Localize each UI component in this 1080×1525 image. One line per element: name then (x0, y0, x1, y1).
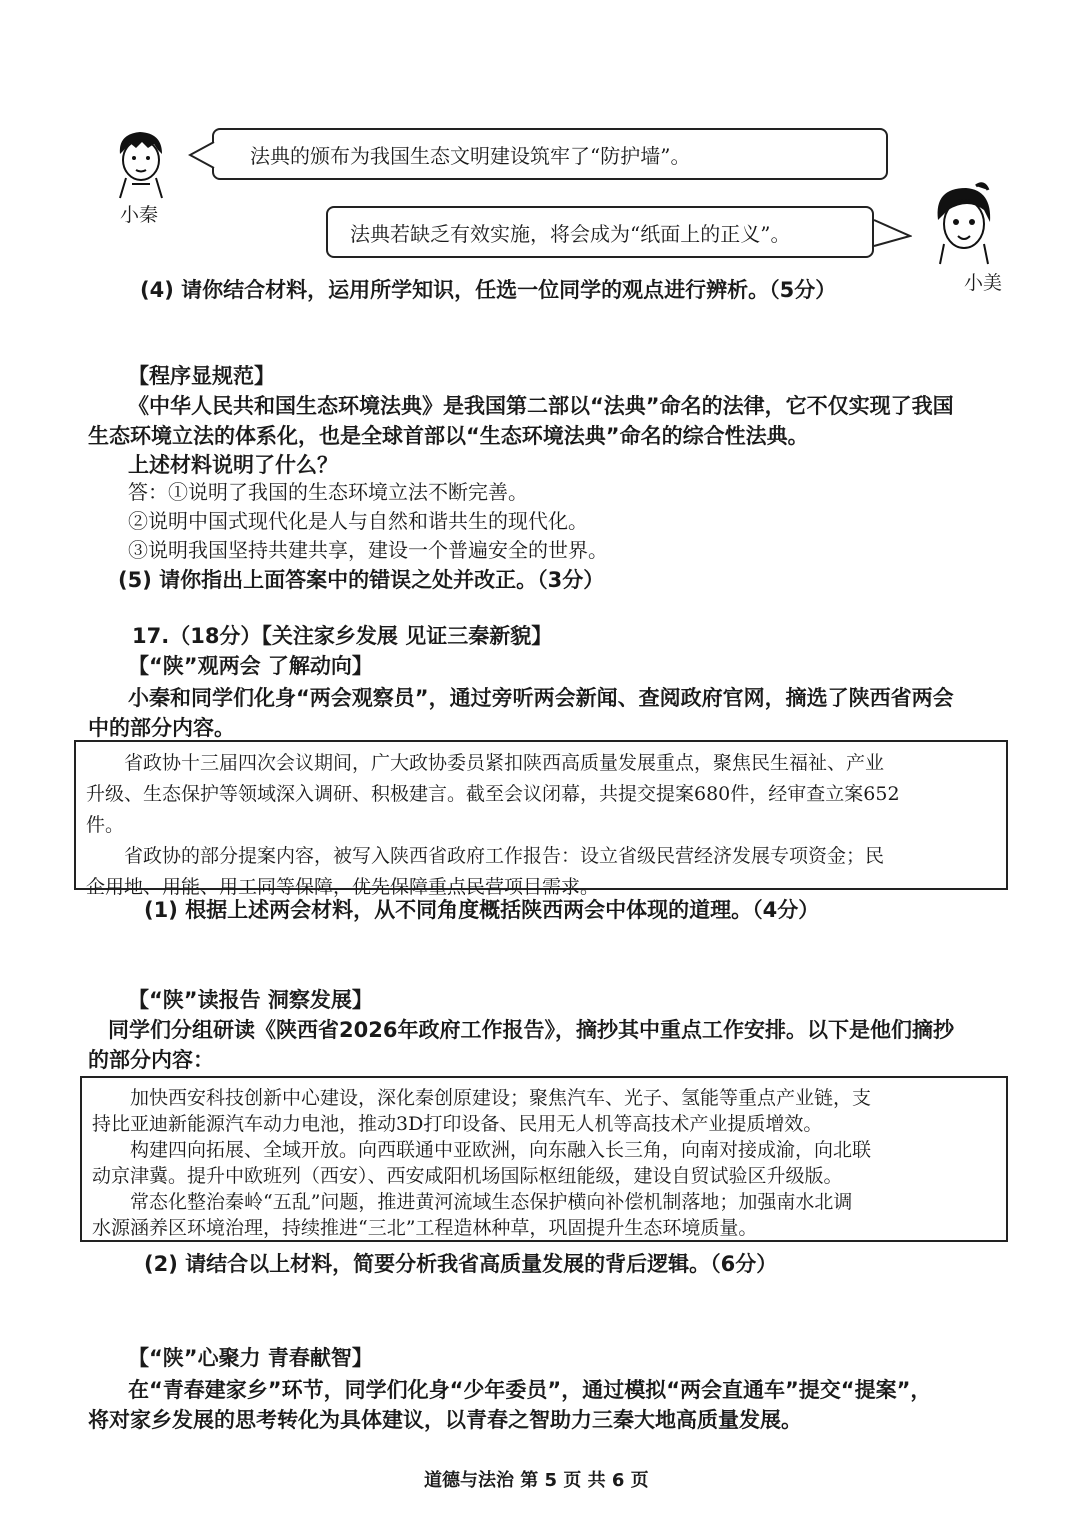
youth-intro-line2: 将对家乡发展的思考转化为具体建议，以青春之智助力三秦大地高质量发展。 (88, 1408, 802, 1432)
question-17-title: 17.（18分）【关注家乡发展 见证三秦新貌】 (132, 624, 553, 648)
question-17-1: (1) 根据上述两会材料，从不同角度概括陕西两会中体现的道理。（4分） (144, 898, 820, 922)
xiaoqin-bubble-tail (188, 140, 216, 170)
procedure-answer-3: ③说明我国坚持共建共享，建设一个普遍安全的世界。 (128, 538, 608, 562)
material-box-2 (80, 1076, 1008, 1242)
page-footer: 道德与法治 第 5 页 共 6 页 (424, 1470, 649, 1491)
xiaomei-speech-bubble (326, 206, 874, 258)
question-5: (5) 请你指出上面答案中的错误之处并改正。（3分） (118, 568, 605, 592)
box1-line2: 升级、生态保护等领域深入调研、积极建言。截至会议闭幕，共提交提案680件，经审查立案652 (86, 783, 900, 805)
box2-line2: 持比亚迪新能源汽车动力电池，推动3D打印设备、民用无人机等高技术产业提质增效。 (92, 1113, 823, 1135)
xiaomei-name: 小美 (964, 272, 1003, 294)
section-intro-line2: 中的部分内容。 (88, 716, 235, 740)
question-17-2: (2) 请结合以上材料，简要分析我省高质量发展的背后逻辑。（6分） (144, 1252, 778, 1276)
box1-line1: 省政协十三届四次会议期间，广大政协委员紧扣陕西高质量发展重点，聚焦民生福祉、产业 (124, 752, 885, 774)
report-intro-line2: 的部分内容： (88, 1048, 214, 1072)
box2-line6: 水源涵养区环境治理，持续推进“三北”工程造林种草，巩固提升生态环境质量。 (92, 1217, 758, 1239)
procedure-text-line2: 生态环境立法的体系化，也是全球首部以“生态环境法典”命名的综合性法典。 (88, 424, 809, 448)
youth-intro-line1: 在“青春建家乡”环节，同学们化身“少年委员”，通过模拟“两会直通车”提交“提案”， (128, 1378, 932, 1402)
box2-line1: 加快西安科技创新中心建设，深化秦创原建设；聚焦汽车、光子、氢能等重点产业链，支 (130, 1087, 872, 1109)
xiaoqin-speech-text: 法典的颁布为我国生态文明建设筑牢了“防护墙”。 (250, 143, 691, 168)
section-intro-line1: 小秦和同学们化身“两会观察员”，通过旁听两会新闻、查阅政府官网，摘选了陕西省两会 (128, 686, 954, 710)
xiaoqin-avatar (112, 128, 170, 200)
box1-line5: 企用地、用能、用工同等保障，优先保障重点民营项目需求。 (86, 876, 600, 898)
procedure-answer-2: ②说明中国式现代化是人与自然和谐共生的现代化。 (128, 509, 588, 533)
section-heading-report: 【“陕”读报告 洞察发展】 (128, 988, 373, 1012)
box2-line4: 动京津冀。提升中欧班列（西安）、西安咸阳机场国际枢纽能级，建设自贸试验区升级版。 (92, 1165, 843, 1187)
xiaomei-speech-text: 法典若缺乏有效实施，将会成为“纸面上的正义”。 (350, 221, 791, 246)
xiaoqin-speech-bubble (212, 128, 888, 180)
xiaomei-avatar (928, 180, 998, 266)
procedure-heading: 【程序显规范】 (128, 364, 275, 388)
section-heading-youth: 【“陕”心聚力 青春献智】 (128, 1346, 373, 1370)
material-box-1 (74, 740, 1008, 898)
box2-line3: 构建四向拓展、全域开放。向西联通中亚欧洲，向东融入长三角，向南对接成渝，向北联 (130, 1139, 872, 1161)
xiaomei-bubble-tail (872, 218, 912, 248)
section-heading-two-sessions: 【“陕”观两会 了解动向】 (128, 654, 373, 678)
question-4: (4) 请你结合材料，运用所学知识，任选一位同学的观点进行辨析。（5分） (140, 278, 837, 302)
procedure-answer-1: 答：①说明了我国的生态环境立法不断完善。 (128, 480, 528, 504)
box1-line3: 件。 (86, 814, 125, 836)
procedure-text-line1: 《中华人民共和国生态环境法典》是我国第二部以“法典”命名的法律，它不仅实现了我国 (128, 394, 954, 418)
xiaoqin-name: 小秦 (120, 204, 159, 226)
box2-line5: 常态化整治秦岭“五乱”问题，推进黄河流域生态保护横向补偿机制落地；加强南水北调 (130, 1191, 853, 1213)
box1-line4: 省政协的部分提案内容，被写入陕西省政府工作报告：设立省级民营经济发展专项资金；民 (124, 845, 885, 867)
report-intro-line1: 同学们分组研读《陕西省2026年政府工作报告》，摘抄其中重点工作安排。以下是他们摘抄 (108, 1018, 954, 1042)
procedure-question: 上述材料说明了什么？ (128, 453, 338, 477)
